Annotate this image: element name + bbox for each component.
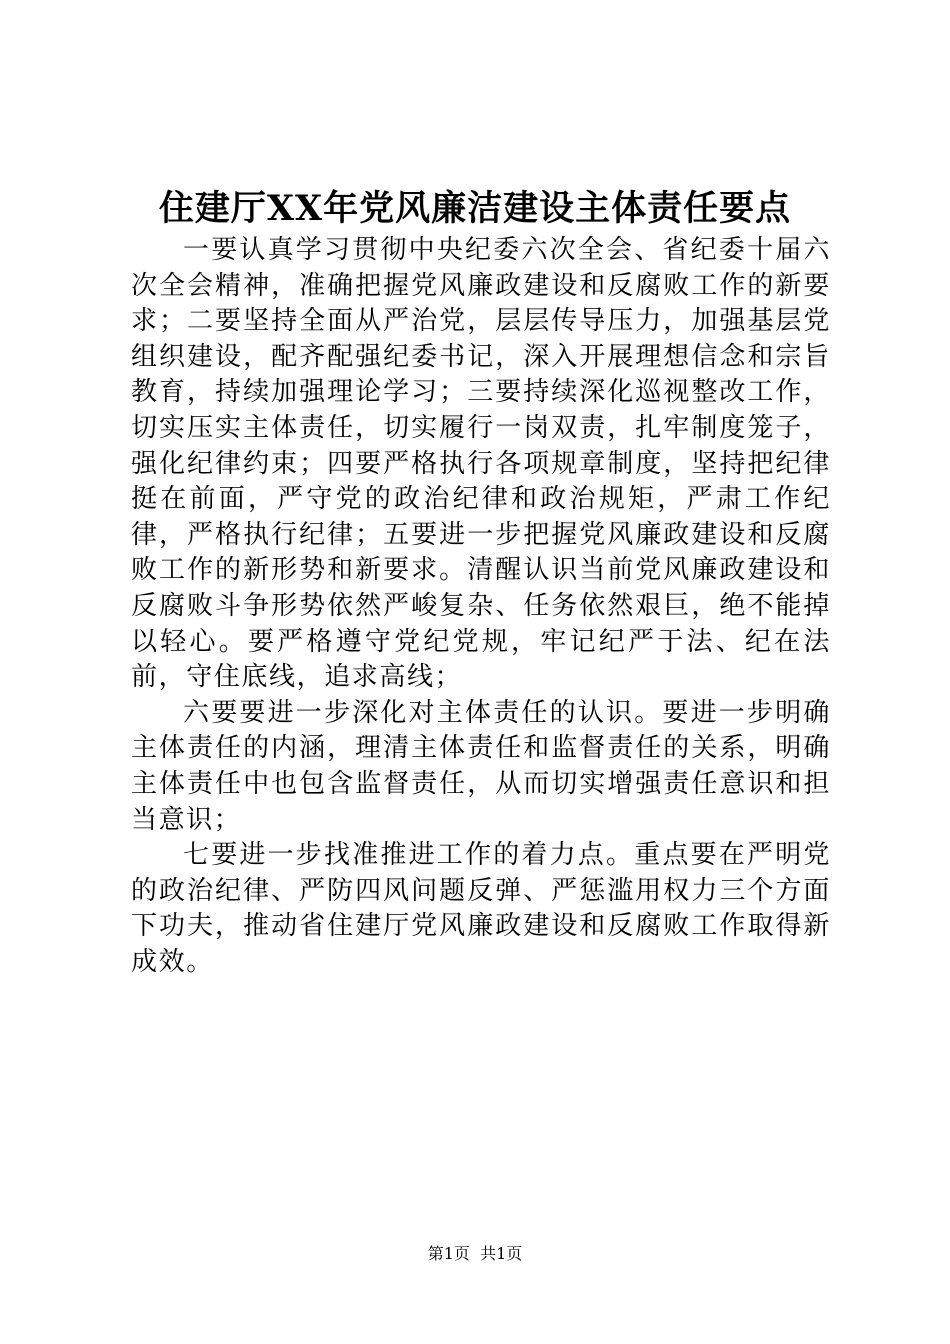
paragraph-1: 一要认真学习贯彻中央纪委六次全会、省纪委十届六次全会精神，准确把握党风廉政建设和反腐败工作的新要求；二要坚持全面从严治党，层层传导压力，加强基层党组织建设，配齐配强纪委书记，深入开展理想信念和宗旨教育，持续加强理论学习；三要持续深化巡视整改工作，切实压实主体责任，切实履行一岗双责，扎牢制度笼子，强化纪律约束；四要严格执行各项规章制度，坚持把纪律挺在前面，严守党的政治纪律和政治规矩，严肃工作纪律，严格执行纪律；五要进一步把握党风廉政建设和反腐败工作的新形势和新要求。清醒认识当前党风廉政建设和反腐败斗争形势依然严峻复杂、任务依然艰巨，绝不能掉以轻心。要严格遵守党纪党规，牢记纪严于法、纪在法前，守住底线，追求高线； <box>131 235 831 693</box>
paragraph-2: 六要要进一步深化对主体责任的认识。要进一步明确主体责任的内涵，理清主体责任和监督责任的关系，明确主体责任中也包含监督责任，从而切实增强责任意识和担当意识； <box>131 697 831 835</box>
document-title: 住建厅XX年党风廉洁建设主体责任要点 <box>158 188 792 229</box>
paragraph-3: 七要进一步找准推进工作的着力点。重点要在严明党的政治纪律、严防四风问题反弹、严惩滥用权力三个方面下功夫，推动省住建厅党风廉政建设和反腐败工作取得新成效。 <box>131 840 831 977</box>
page-footer: 第1页 共1页 <box>427 1244 523 1263</box>
document-body <box>131 233 831 980</box>
